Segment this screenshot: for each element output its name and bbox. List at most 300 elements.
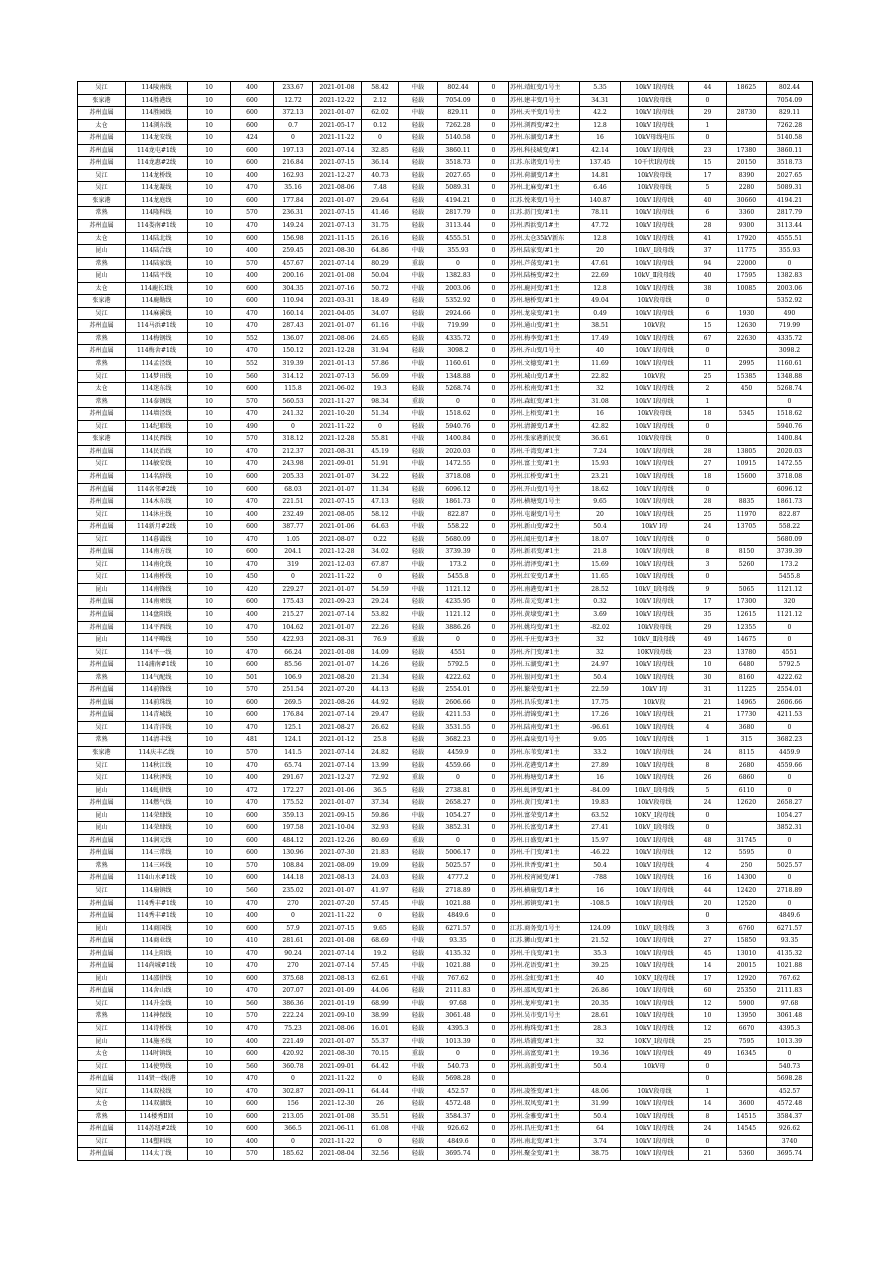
table-cell: 10kV Ⅰ段母线	[621, 358, 689, 371]
table-cell: 吴江	[78, 533, 126, 546]
table-cell: 44.06	[362, 985, 399, 998]
table-cell: 5698.28	[438, 1073, 479, 1086]
table-cell: 轻载	[399, 784, 438, 797]
table-cell: 37	[689, 245, 727, 258]
table-cell: 轻载	[399, 445, 438, 458]
table-cell: 29.64	[362, 194, 399, 207]
table-row	[78, 157, 813, 170]
table-cell: 10kV Ⅰ段母线	[621, 107, 689, 120]
table-cell: 221.49	[274, 1035, 313, 1048]
table-cell: 10	[188, 157, 231, 170]
table-cell: 36.14	[362, 157, 399, 170]
table-cell: 吴江	[78, 558, 126, 571]
table-cell	[727, 1060, 767, 1073]
table-cell: 355.93	[767, 245, 813, 258]
table-cell: 10	[188, 1123, 231, 1136]
table-cell: 114名邻#2线	[126, 483, 188, 496]
table-cell: 719.99	[438, 320, 479, 333]
table-cell: 600	[231, 295, 274, 308]
table-cell: 62.02	[362, 107, 399, 120]
table-cell: 2658.27	[438, 797, 479, 810]
table-cell: 常熟	[78, 358, 126, 371]
table-cell: 5025.57	[767, 859, 813, 872]
table-cell: 10kV Ⅰ段母线	[621, 759, 689, 772]
table-cell: 苏州.昌庄变/#1主	[509, 1123, 580, 1136]
table-cell: 苏州.北麻变/#1主	[509, 182, 580, 195]
table-row	[78, 370, 813, 383]
table-cell: 114清丰线	[126, 734, 188, 747]
table-cell: 570	[231, 395, 274, 408]
table-cell: 5006.17	[438, 847, 479, 860]
table-cell: 苏州.陆家变/#1主	[509, 245, 580, 258]
table-cell: 15600	[727, 470, 767, 483]
table-cell: 0	[689, 533, 727, 546]
table-cell: 10kV段	[621, 320, 689, 333]
table-cell: 570	[231, 746, 274, 759]
table-cell: 241.32	[274, 408, 313, 421]
table-cell: 21.52	[580, 935, 621, 948]
table-cell: 10kV段母线	[621, 408, 689, 421]
table-cell: 轻载	[399, 295, 438, 308]
table-cell: 600	[231, 1123, 274, 1136]
table-cell: 2020.03	[767, 445, 813, 458]
table-cell: 44	[689, 885, 727, 898]
table-cell: 8160	[727, 671, 767, 684]
table-cell: 10	[188, 546, 231, 559]
table-cell: 0	[438, 772, 479, 785]
table-cell: 400	[231, 508, 274, 521]
table-cell: 苏州.上梧变/#1主	[509, 408, 580, 421]
table-cell: 600	[231, 107, 274, 120]
table-cell: 苏州.聚金变/#1主	[509, 1148, 580, 1161]
table-cell: 苏州直属	[78, 144, 126, 157]
table-cell: 719.99	[767, 320, 813, 333]
table-cell: 张家港	[78, 746, 126, 759]
table-row	[78, 634, 813, 647]
table-cell: 2718.89	[438, 885, 479, 898]
table-cell: 中载	[399, 1085, 438, 1098]
table-cell: 51.91	[362, 458, 399, 471]
table-cell: 苏州.浏西变/#2主	[509, 119, 580, 132]
table-cell: 80.69	[362, 834, 399, 847]
table-cell: 常熟	[78, 257, 126, 270]
table-cell: 3860.11	[767, 144, 813, 157]
table-cell: 轻载	[399, 659, 438, 672]
table-cell: 110.94	[274, 295, 313, 308]
table-row	[78, 232, 813, 245]
table-cell: 10kV Ⅰ段母线	[621, 558, 689, 571]
table-cell: -82.02	[580, 621, 621, 634]
table-cell: 600	[231, 232, 274, 245]
table-cell: 10kV母	[621, 1060, 689, 1073]
table-cell: 苏州直属	[78, 684, 126, 697]
table-cell: 3852.31	[767, 822, 813, 835]
table-cell: 0	[479, 420, 509, 433]
table-cell: 7262.28	[438, 119, 479, 132]
table-cell: 苏州.东湖变/1#主	[509, 132, 580, 145]
table-cell: 10kV Ⅰ段母线	[621, 721, 689, 734]
table-cell: 490	[231, 420, 274, 433]
table-cell: 10	[188, 320, 231, 333]
table-cell: 中载	[399, 809, 438, 822]
table-cell: 中载	[399, 997, 438, 1010]
table-cell: 114三环线	[126, 859, 188, 872]
table-cell: 3.69	[580, 608, 621, 621]
table-row	[78, 420, 813, 433]
table-cell: 中载	[399, 897, 438, 910]
table-cell: 苏州.屯谢变/1号主	[509, 508, 580, 521]
table-cell: 410	[231, 935, 274, 948]
table-cell: 114迷东线	[126, 383, 188, 396]
table-cell: 11.34	[362, 483, 399, 496]
table-cell: 10kV Ⅰ段母线	[621, 897, 689, 910]
table-cell: 太仓	[78, 232, 126, 245]
table-row	[78, 533, 813, 546]
table-cell: 1	[689, 119, 727, 132]
table-cell: 287.43	[274, 320, 313, 333]
table-cell: 67.87	[362, 558, 399, 571]
table-cell: 常熟	[78, 734, 126, 747]
table-cell: 常熟	[78, 1110, 126, 1123]
table-row	[78, 834, 813, 847]
table-cell: 41.97	[362, 885, 399, 898]
table-cell: 10	[188, 935, 231, 948]
table-cell: 114时镇线	[126, 1048, 188, 1061]
table-cell: 10	[188, 634, 231, 647]
table-cell: 19.83	[580, 797, 621, 810]
table-cell: 苏州直属	[78, 132, 126, 145]
table-cell: 37.34	[362, 797, 399, 810]
table-cell: 114龙凝线	[126, 182, 188, 195]
table-cell: 470	[231, 797, 274, 810]
table-cell: 2021-01-08	[313, 646, 362, 659]
table-cell: 137.45	[580, 157, 621, 170]
table-cell: 10	[188, 772, 231, 785]
table-cell: 苏州.东苇变/#1主	[509, 746, 580, 759]
table-cell: 114龙屯#1线	[126, 144, 188, 157]
table-cell: 轻载	[399, 1135, 438, 1148]
table-cell: 0	[479, 144, 509, 157]
table-cell: 苏州直属	[78, 470, 126, 483]
table-cell: 2021-08-07	[313, 533, 362, 546]
table-cell: 0	[479, 307, 509, 320]
table-cell: 苏州.黄门变/#1主	[509, 797, 580, 810]
table-cell: -84.09	[580, 784, 621, 797]
table-cell: 6860	[727, 772, 767, 785]
table-cell: 0	[479, 383, 509, 396]
table-cell: 轻载	[399, 1098, 438, 1111]
table-cell: 10kV Ⅰ段母线	[621, 194, 689, 207]
table-cell: 苏州.苗元变/#1主	[509, 596, 580, 609]
table-cell: 苏州.双凤变/#1主	[509, 1098, 580, 1111]
table-cell: 162.93	[274, 169, 313, 182]
table-cell	[580, 1073, 621, 1086]
table-cell: 轻载	[399, 947, 438, 960]
table-cell: 2021-07-30	[313, 847, 362, 860]
table-cell: 68.03	[274, 483, 313, 496]
table-cell: 450	[727, 383, 767, 396]
table-cell: 64	[580, 1123, 621, 1136]
table-cell: 10	[188, 1085, 231, 1098]
table-cell: 54.59	[362, 583, 399, 596]
table-cell: 319	[274, 558, 313, 571]
table-cell: 236.31	[274, 207, 313, 220]
table-cell: 114秀丰#1线	[126, 910, 188, 923]
table-cell: 829.11	[767, 107, 813, 120]
table-cell: 10kV Ⅰ段母线	[621, 1148, 689, 1161]
table-row	[78, 345, 813, 358]
table-row	[78, 270, 813, 283]
table-cell: 重载	[399, 395, 438, 408]
table-cell: 苏州直属	[78, 608, 126, 621]
table-cell: 0	[767, 395, 813, 408]
table-cell: 4235.95	[438, 596, 479, 609]
table-cell: 2021-08-20	[313, 671, 362, 684]
table-cell: 1382.83	[767, 270, 813, 283]
table-cell: 229.27	[274, 583, 313, 596]
table-cell: 中载	[399, 960, 438, 973]
table-cell: 114胜园线	[126, 107, 188, 120]
table-cell: 2817.79	[438, 207, 479, 220]
table-cell: 291.67	[274, 772, 313, 785]
table-cell: 58.12	[362, 508, 399, 521]
table-cell: 苏州直属	[78, 834, 126, 847]
table-cell: 12	[689, 1023, 727, 1036]
table-cell: 64.44	[362, 1085, 399, 1098]
table-cell: 470	[231, 533, 274, 546]
table-cell: 11	[689, 358, 727, 371]
table-cell: 苏州直属	[78, 546, 126, 559]
table-row	[78, 985, 813, 998]
table-cell: 0	[767, 834, 813, 847]
table-cell: 2021-07-14	[313, 746, 362, 759]
table-cell: 轻载	[399, 1110, 438, 1123]
table-row	[78, 119, 813, 132]
table-cell: 44.92	[362, 696, 399, 709]
table-cell: 114敏安线	[126, 458, 188, 471]
table-cell: 0	[479, 659, 509, 672]
table-cell: 23	[689, 646, 727, 659]
table-cell: 10	[188, 370, 231, 383]
table-cell: 中载	[399, 433, 438, 446]
table-cell: 苏州.森虹变/#1主	[509, 395, 580, 408]
table-row	[78, 1148, 813, 1161]
table-cell: 31.99	[580, 1098, 621, 1111]
table-cell: 苏州.通山变/#1主	[509, 320, 580, 333]
table-cell: 昆山	[78, 784, 126, 797]
table-cell: 5345	[727, 408, 767, 421]
table-cell: 10	[689, 659, 727, 672]
table-cell: 苏州直属	[78, 107, 126, 120]
table-cell: 2021-10-04	[313, 822, 362, 835]
table-cell: 10kV Ⅰ段母线	[621, 1098, 689, 1111]
table-cell: 29	[689, 107, 727, 120]
table-cell: 10	[188, 194, 231, 207]
table-cell: 114平西线	[126, 621, 188, 634]
table-cell: 10KV_Ⅰ段母线	[621, 972, 689, 985]
table-cell: 560	[231, 997, 274, 1010]
table-cell: 2021-07-13	[313, 220, 362, 233]
table-cell: 10kV Ⅰ段母线	[621, 997, 689, 1010]
table-cell: 28	[689, 496, 727, 509]
table-cell: 15	[689, 157, 727, 170]
table-cell: 1121.12	[438, 583, 479, 596]
table-cell: 47.72	[580, 220, 621, 233]
table-row	[78, 332, 813, 345]
table-cell: 2021-08-05	[313, 508, 362, 521]
table-cell: 540.73	[438, 1060, 479, 1073]
table-cell: 轻载	[399, 94, 438, 107]
table-cell: 苏州.文德变/#1主	[509, 358, 580, 371]
table-cell: 114盘阳线	[126, 608, 188, 621]
table-cell: 10	[188, 759, 231, 772]
table-row	[78, 182, 813, 195]
table-cell: 太仓	[78, 119, 126, 132]
table-cell: 0	[274, 571, 313, 584]
table-cell: 常熟	[78, 332, 126, 345]
table-cell: 15850	[727, 935, 767, 948]
table-cell: 4559.66	[438, 759, 479, 772]
table-cell: 吴江	[78, 169, 126, 182]
table-cell: 2021-01-07	[313, 483, 362, 496]
table-cell: 27.89	[580, 759, 621, 772]
table-cell: 318.12	[274, 433, 313, 446]
table-row	[78, 972, 813, 985]
table-cell: 中载	[399, 107, 438, 120]
table-cell: 72.92	[362, 772, 399, 785]
table-cell: 50.4	[580, 1060, 621, 1073]
table-cell: 2021-07-15	[313, 157, 362, 170]
table-cell: 0	[479, 822, 509, 835]
table-cell: 11775	[727, 245, 767, 258]
table-cell: 55.81	[362, 433, 399, 446]
table-cell: 5455.8	[767, 571, 813, 584]
table-row	[78, 207, 813, 220]
table-cell: 10	[188, 583, 231, 596]
table-cell: 轻载	[399, 746, 438, 759]
table-cell: 27	[689, 935, 727, 948]
table-cell: 6760	[727, 922, 767, 935]
table-cell	[727, 533, 767, 546]
table-cell: 江苏.商务变/1号主	[509, 922, 580, 935]
table-row	[78, 746, 813, 759]
table-cell: 苏州.城山变/1#主	[509, 370, 580, 383]
table-cell	[727, 483, 767, 496]
table-cell: 34.02	[362, 546, 399, 559]
table-cell: 3886.26	[438, 621, 479, 634]
table-cell: 2021-11-27	[313, 395, 362, 408]
table-cell: 28730	[727, 107, 767, 120]
table-cell: 轻载	[399, 1073, 438, 1086]
table-cell: 10kV段母线	[621, 433, 689, 446]
table-cell: 21.8	[580, 546, 621, 559]
table-cell: 苏州.南北变/#1主	[509, 1135, 580, 1148]
table-cell: 10	[188, 960, 231, 973]
table-cell: 0	[479, 470, 509, 483]
table-cell: 10	[188, 885, 231, 898]
table-cell: 114润元线	[126, 834, 188, 847]
table-cell: 0	[362, 910, 399, 923]
table-row	[78, 583, 813, 596]
table-cell: 0	[479, 232, 509, 245]
table-cell: 1348.88	[767, 370, 813, 383]
table-cell: 0	[479, 433, 509, 446]
table-cell: 11.69	[580, 358, 621, 371]
table-cell: 3680	[727, 721, 767, 734]
table-cell: 苏州.清锦变/#1主	[509, 709, 580, 722]
table-cell: 中载	[399, 583, 438, 596]
table-cell: 0	[479, 1098, 509, 1111]
table-cell: 0	[479, 734, 509, 747]
table-cell: 7.48	[362, 182, 399, 195]
table-cell: 32.56	[362, 1148, 399, 1161]
table-cell: 苏州.日盛变/#1主	[509, 834, 580, 847]
table-cell: 0	[479, 1010, 509, 1023]
table-cell: 114楼秀Ⅱ回	[126, 1110, 188, 1123]
table-cell: 10	[188, 571, 231, 584]
table-cell: 39.25	[580, 960, 621, 973]
table-cell	[727, 295, 767, 308]
table-cell: 10kV_Ⅰ段母线	[621, 583, 689, 596]
table-cell: 185.62	[274, 1148, 313, 1161]
table-row	[78, 684, 813, 697]
table-cell: 22.69	[580, 270, 621, 283]
table-cell: 0	[479, 784, 509, 797]
table-cell: 24	[689, 746, 727, 759]
table-row	[78, 659, 813, 672]
table-cell: 6	[689, 207, 727, 220]
table-cell: 40	[689, 194, 727, 207]
table-cell: 66.24	[274, 646, 313, 659]
table-row	[78, 822, 813, 835]
table-cell: 轻载	[399, 734, 438, 747]
table-cell: 2021-07-14	[313, 709, 362, 722]
table-cell: 0	[689, 132, 727, 145]
table-cell: 0	[479, 295, 509, 308]
table-cell: 10	[188, 822, 231, 835]
table-cell: 中载	[399, 320, 438, 333]
table-cell: 15.93	[580, 458, 621, 471]
table-cell: 114前珠线	[126, 696, 188, 709]
table-cell: 0	[479, 408, 509, 421]
table-cell: 苏州直属	[78, 872, 126, 885]
table-cell: 9	[689, 583, 727, 596]
table-cell: 2021-07-14	[313, 257, 362, 270]
table-cell: 570	[231, 684, 274, 697]
table-row	[78, 1073, 813, 1086]
table-cell: 0	[362, 571, 399, 584]
table-cell: 0	[362, 132, 399, 145]
table-cell: 太仓	[78, 383, 126, 396]
table-cell: 64.86	[362, 245, 399, 258]
table-cell: 中载	[399, 358, 438, 371]
table-cell: 540.73	[767, 1060, 813, 1073]
table-cell: 2111.83	[767, 985, 813, 998]
table-cell: 2021-01-08	[313, 270, 362, 283]
table-cell: 5360	[727, 1148, 767, 1161]
table-cell: 15.69	[580, 558, 621, 571]
table-row	[78, 859, 813, 872]
table-cell: 10	[188, 232, 231, 245]
table-cell: 10	[188, 797, 231, 810]
table-row	[78, 1110, 813, 1123]
table-cell: 33.2	[580, 746, 621, 759]
table-cell: 17.26	[580, 709, 621, 722]
table-row	[78, 1035, 813, 1048]
table-cell: 1400.84	[438, 433, 479, 446]
table-cell: 0	[767, 772, 813, 785]
table-cell: 0	[362, 1073, 399, 1086]
